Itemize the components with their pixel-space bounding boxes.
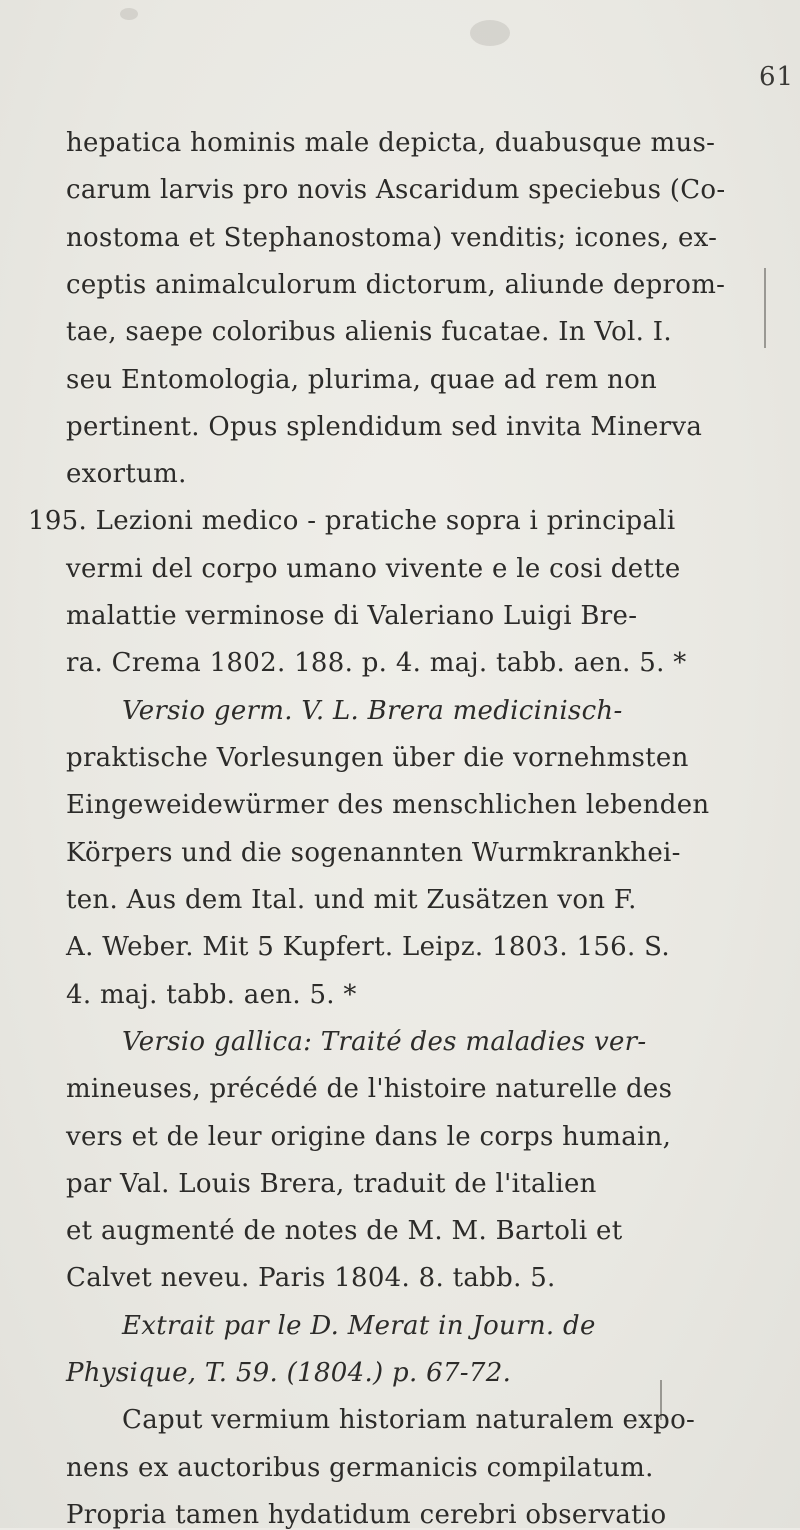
text-line: A. Weber. Mit 5 Kupfert. Leipz. 1803. 156. S. [66,932,670,962]
text-line: Eingeweidewürmer des menschlichen lebenden [66,790,710,820]
text-line: Extrait par le D. Merat in Journ. de [122,1311,596,1341]
page-number: 61 [759,62,795,92]
text-line: Propria tamen hydatidum cerebri observatio [66,1500,667,1530]
text-line: par Val. Louis Brera, traduit de l'italien [66,1169,597,1199]
text-line: vers et de leur origine dans le corps humain, [66,1122,672,1152]
paper-stain [470,20,510,46]
text-line: nostoma et Stephanostoma) venditis; icones, ex- [66,223,718,253]
text-line: carum larvis pro novis Ascaridum speciebus (Co- [66,175,726,205]
text-line: ra. Crema 1802. 188. p. 4. maj. tabb. aen. 5. * [66,648,687,678]
text-line: mineuses, précédé de l'histoire naturelle des [66,1074,673,1104]
text-line: Calvet neveu. Paris 1804. 8. tabb. 5. [66,1263,556,1293]
text-line: seu Entomologia, plurima, quae ad rem non [66,365,658,395]
text-line: Versio germ. V. L. Brera medicinisch- [122,696,623,726]
text-line: Physique, T. 59. (1804.) p. 67-72. [66,1358,512,1388]
text-line: et augmenté de notes de M. M. Bartoli et [66,1216,623,1246]
entry-heading-line: 195. Lezioni medico - pratiche sopra i principali [28,506,676,536]
text-line: Caput vermium historiam naturalem expo- [122,1405,696,1435]
paper-stain [120,8,138,20]
text-line: hepatica hominis male depicta, duabusque mus- [66,128,716,158]
text-line: Körpers und die sogenannten Wurmkrankhei- [66,838,681,868]
margin-mark [764,268,766,348]
text-line: 4. maj. tabb. aen. 5. * [66,980,357,1010]
text-line: tae, saepe coloribus alienis fucatae. In Vol. I. [66,317,672,347]
text-line: nens ex auctoribus germanicis compilatum. [66,1453,654,1483]
text-line: malattie verminose di Valeriano Luigi Bre- [66,601,638,631]
text-line: praktische Vorlesungen über die vornehmsten [66,743,689,773]
text-line: pertinent. Opus splendidum sed invita Minerva [66,412,703,442]
text-line: Versio gallica: Traité des maladies ver- [122,1027,647,1057]
text-line: vermi del corpo umano vivente e le cosi dette [66,554,681,584]
text-line: exortum. [66,459,187,489]
text-line: ten. Aus dem Ital. und mit Zusätzen von F. [66,885,637,915]
text-line: ceptis animalculorum dictorum, aliunde deprom- [66,270,726,300]
